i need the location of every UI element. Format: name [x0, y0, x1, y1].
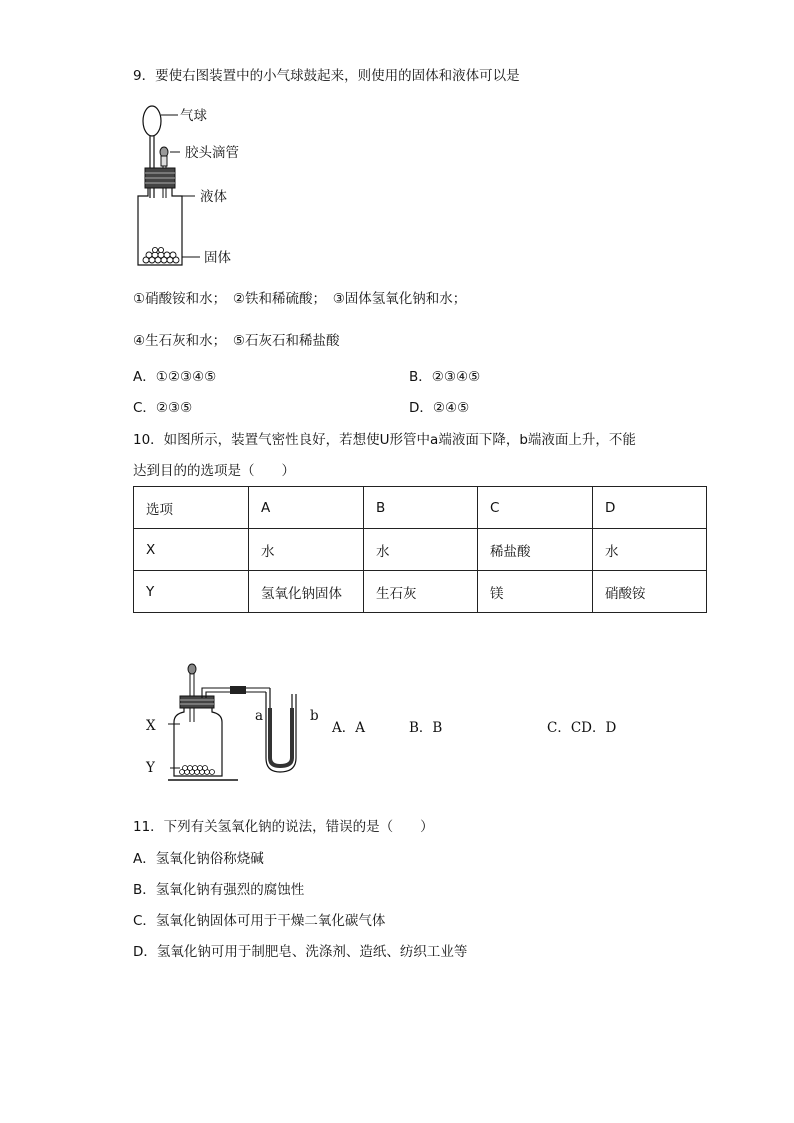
q11-option-c[interactable]: C．氢氧化钠固体可用于干燥二氧化碳气体 — [133, 913, 386, 929]
q9-apparatus-figure — [130, 100, 270, 275]
table-cell: B — [364, 487, 478, 529]
table-cell: 选项 — [134, 487, 249, 529]
table-cell: 稀盐酸 — [478, 529, 593, 571]
q11-option-a[interactable]: A．氢氧化钠俗称烧碱 — [133, 851, 264, 867]
table-cell: 镁 — [478, 571, 593, 613]
q9-option-c[interactable]: C．②③⑤ — [133, 400, 193, 416]
table-cell: 水 — [249, 529, 364, 571]
q10-apparatus-figure — [140, 658, 340, 788]
table-cell: D — [593, 487, 707, 529]
q11-option-b[interactable]: B．氢氧化钠有强烈的腐蚀性 — [133, 882, 305, 898]
table-row — [134, 529, 707, 571]
rubber-connector — [230, 686, 246, 694]
q10-options-table — [133, 486, 707, 613]
label-balloon: 气球 — [180, 108, 207, 124]
table-cell: C — [478, 487, 593, 529]
q11-option-d[interactable]: D．氢氧化钠可用于制肥皂、洗涤剂、造纸、纺织工业等 — [133, 944, 468, 960]
label-liquid: 液体 — [200, 189, 227, 205]
rubber-stopper — [180, 696, 214, 708]
label-y: Y — [146, 760, 155, 776]
table-cell: X — [134, 529, 249, 571]
balloon-shape — [143, 106, 161, 136]
table-cell: A — [249, 487, 364, 529]
table-row — [134, 571, 707, 613]
table-cell: 硝酸铵 — [593, 571, 707, 613]
label-b: b — [310, 708, 319, 724]
q10-option-b[interactable]: B．B — [409, 720, 443, 736]
q9-option-a[interactable]: A．①②③④⑤ — [133, 369, 217, 385]
q11-stem: 11．下列有关氢氧化钠的说法，错误的是（ ） — [133, 819, 434, 835]
table-cell: 水 — [364, 529, 478, 571]
table-cell: 生石灰 — [364, 571, 478, 613]
label-a: a — [255, 708, 264, 724]
solid-particles — [143, 247, 179, 263]
q9-stem: 9．要使右图装置中的小气球鼓起来，则使用的固体和液体可以是 — [133, 68, 520, 84]
table-cell: Y — [134, 571, 249, 613]
solid-particles — [180, 766, 215, 775]
label-dropper: 胶头滴管 — [185, 145, 239, 161]
dropper-bulb — [188, 664, 196, 674]
q10-stem-line1: 10．如图所示，装置气密性良好，若想使U形管中a端液面下降，b端液面上升，不能 — [133, 432, 636, 448]
q9-items-line1: ①硝酸铵和水； ②铁和稀硫酸； ③固体氢氧化钠和水； — [133, 291, 467, 307]
q9-option-b[interactable]: B．②③④⑤ — [409, 369, 481, 385]
table-cell: 水 — [593, 529, 707, 571]
label-x: X — [146, 718, 156, 734]
jar — [174, 708, 222, 776]
q10-option-cd[interactable]: C．CD．D — [547, 720, 617, 736]
label-solid: 固体 — [204, 250, 231, 266]
q10-stem-line2: 达到目的的选项是（ ） — [133, 463, 295, 479]
table-row — [134, 487, 707, 529]
q9-items-line2: ④生石灰和水； ⑤石灰石和稀盐酸 — [133, 333, 340, 349]
q9-option-d[interactable]: D．②④⑤ — [409, 400, 470, 416]
table-cell: 氢氧化钠固体 — [249, 571, 364, 613]
q10-option-a[interactable]: A．A — [332, 720, 365, 736]
